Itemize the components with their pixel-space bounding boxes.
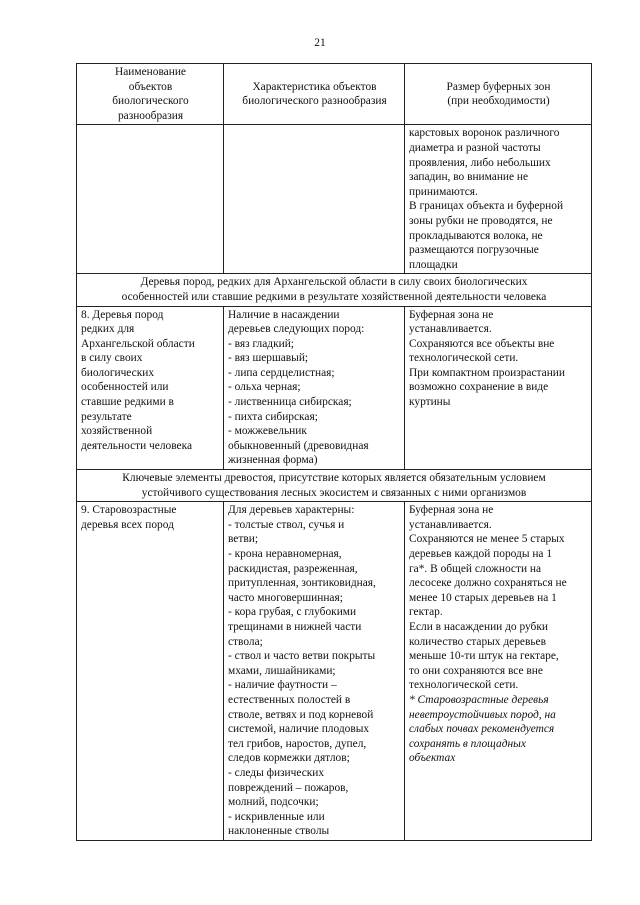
text-line: устанавливается. xyxy=(409,518,492,531)
text-line: менее 10 старых деревьев на 1 xyxy=(409,591,557,604)
text-line: - вяз шершавый; xyxy=(228,352,309,365)
text-line: - кора грубая, с глубокими xyxy=(228,606,357,619)
text-line: - липа сердцелистная; xyxy=(228,366,335,379)
footnote-line: объектах xyxy=(409,752,456,765)
text-line: редких для xyxy=(81,323,135,336)
text-line: диаметра и разной частоты xyxy=(409,141,541,154)
text-line: размещаются погрузочные xyxy=(409,244,539,257)
text-line: количество старых деревьев xyxy=(409,635,546,648)
text-line: 8. Деревья пород xyxy=(81,308,164,321)
text-line: Сохраняются все объекты вне xyxy=(409,337,555,350)
text-line: - лиственница сибирская; xyxy=(228,396,352,409)
cell-characteristics xyxy=(224,306,405,470)
text-line: ствола; xyxy=(228,635,263,648)
footnote-line: слабых почвах рекомендуется xyxy=(409,723,555,736)
text-line: проявления, либо небольших xyxy=(409,156,551,169)
text-line: - следы физических xyxy=(228,766,325,779)
section-line: особенностей или ставшие редкими в результате хозяйственной деятельности человека xyxy=(121,290,547,303)
biodiversity-table xyxy=(76,63,592,841)
table-row-continuation xyxy=(77,125,592,274)
text-line: притупленная, зонтиковидная, xyxy=(228,577,376,590)
cell-empty xyxy=(224,125,405,274)
text-line: - ствол и часто ветви покрыты xyxy=(228,650,376,663)
cell-buffer-zone xyxy=(405,306,592,470)
text-line: молний, подсочки; xyxy=(228,796,319,809)
section-heading-row xyxy=(77,470,592,502)
text-line: западин, во внимание не xyxy=(409,171,529,184)
text-line: деревьев каждой породы на 1 xyxy=(409,548,553,560)
text-line: 9. Старовозрастные xyxy=(81,504,177,517)
text-line: трещинами в нижней части xyxy=(228,620,362,633)
text-line: - пихта сибирская; xyxy=(228,410,318,423)
text-line: следов кормежки дятлов; xyxy=(228,752,350,765)
text-line: хозяйственной xyxy=(81,425,153,438)
text-line: жизненная форма) xyxy=(228,454,318,467)
header-object-name xyxy=(77,64,224,125)
text-line: - искривленные или xyxy=(228,810,325,823)
section-line: Деревья пород, редких для Архангельской области в силу своих биологических xyxy=(140,276,528,289)
text-line: возможно сохранение в виде xyxy=(409,381,549,394)
text-line: биологических xyxy=(81,366,155,379)
text-line: - вяз гладкий; xyxy=(228,337,294,350)
text-line: особенностей или xyxy=(81,381,169,394)
table-row-8 xyxy=(77,306,592,470)
table-row-9 xyxy=(77,502,592,841)
section-line: Ключевые элементы древостоя, присутствие которых является обязательным условием xyxy=(122,472,546,485)
text-line: меньше 10-ти штук на гектаре, xyxy=(409,650,559,663)
text-line: При компактном произрастании xyxy=(409,366,565,379)
text-line: - крона неравномерная, xyxy=(228,548,342,560)
text-line: - ольха черная; xyxy=(228,381,301,394)
table-header-row xyxy=(77,64,592,125)
text-line: Если в насаждении до рубки xyxy=(409,620,548,633)
text-line: - наличие фаутности – xyxy=(228,679,337,692)
header-line: биологического разнообразия xyxy=(242,95,387,108)
header-characteristics xyxy=(224,64,405,125)
text-line: га*. В общей сложности на xyxy=(409,562,542,575)
text-line: Сохраняются не менее 5 старых xyxy=(409,533,565,546)
text-line: лесосеке должно сохраняться не xyxy=(409,577,567,590)
text-line: обыкновенный (древовидная xyxy=(228,439,369,452)
header-line: Наименование xyxy=(115,66,186,78)
section-heading-key-elements xyxy=(77,470,592,502)
text-line: ставшие редкими в xyxy=(81,396,174,409)
header-buffer-zone xyxy=(405,64,592,125)
cell-buffer-continuation xyxy=(405,125,592,274)
cell-empty xyxy=(77,125,224,274)
text-line: Для деревьев характерны: xyxy=(228,504,355,517)
header-line: Характеристика объектов xyxy=(252,80,377,93)
header-line: (при необходимости) xyxy=(447,95,550,108)
text-line: площадки xyxy=(409,258,458,271)
text-line: мхами, лишайниками; xyxy=(228,664,336,677)
text-line: повреждений – пожаров, xyxy=(228,781,349,794)
text-line: Наличие в насаждении xyxy=(228,308,340,321)
header-line: разнообразия xyxy=(117,109,184,122)
text-line: ветви; xyxy=(228,533,258,546)
cell-object-name xyxy=(77,502,224,841)
text-line: - толстые ствол, сучья и xyxy=(228,518,345,531)
section-heading-row xyxy=(77,274,592,306)
text-line: Архангельской области xyxy=(81,337,195,350)
text-line: часто многовершинная; xyxy=(228,591,343,604)
section-line: устойчивого существования лесных экосистем и связанных с ними организмов xyxy=(141,486,527,499)
text-line: - можжевельник xyxy=(228,425,307,438)
text-line: раскидистая, разреженная, xyxy=(228,562,358,575)
text-line: стволе, ветвях и под корневой xyxy=(228,708,374,721)
text-line: наклоненные стволы xyxy=(228,825,330,838)
text-line: Буферная зона не xyxy=(409,308,494,321)
text-line: Буферная зона не xyxy=(409,504,494,517)
text-line: гектар. xyxy=(409,606,443,619)
text-line: технологической сети. xyxy=(409,352,519,365)
text-line: результате xyxy=(81,410,132,423)
text-line: технологической сети. xyxy=(409,679,519,692)
text-line: принимаются. xyxy=(409,185,478,198)
header-line: Размер буферных зон xyxy=(446,80,551,93)
text-line: прокладываются волока, не xyxy=(409,229,543,242)
text-line: тел грибов, наростов, дупел, xyxy=(228,737,367,750)
text-line: деревья всех пород xyxy=(81,518,174,531)
text-line: естественных полостей в xyxy=(228,693,351,706)
text-line: деревьев следующих пород: xyxy=(228,323,365,336)
footnote-line: неветроустойчивых пород, на xyxy=(409,708,556,721)
footnote-line: * Старовозрастные деревья xyxy=(409,693,549,706)
text-line: деятельности человека xyxy=(81,439,193,452)
footnote-line: сохранять в площадных xyxy=(409,737,526,750)
text-line: системой, наличие плодовых xyxy=(228,723,370,736)
text-line: устанавливается. xyxy=(409,323,492,336)
section-heading-rare-species xyxy=(77,274,592,306)
text-line: в силу своих xyxy=(81,352,143,365)
text-line: то они сохраняются все вне xyxy=(409,664,543,677)
header-line: биологического xyxy=(112,95,189,108)
page-number: 21 xyxy=(314,37,326,49)
cell-buffer-zone xyxy=(405,502,592,841)
header-line: объектов xyxy=(128,80,173,93)
text-line: куртины xyxy=(409,396,451,409)
text-line: зоны рубки не проводятся, не xyxy=(409,214,553,227)
text-line: В границах объекта и буферной xyxy=(409,200,564,213)
cell-object-name xyxy=(77,306,224,470)
cell-characteristics xyxy=(224,502,405,841)
text-line: карстовых воронок различного xyxy=(409,127,560,140)
